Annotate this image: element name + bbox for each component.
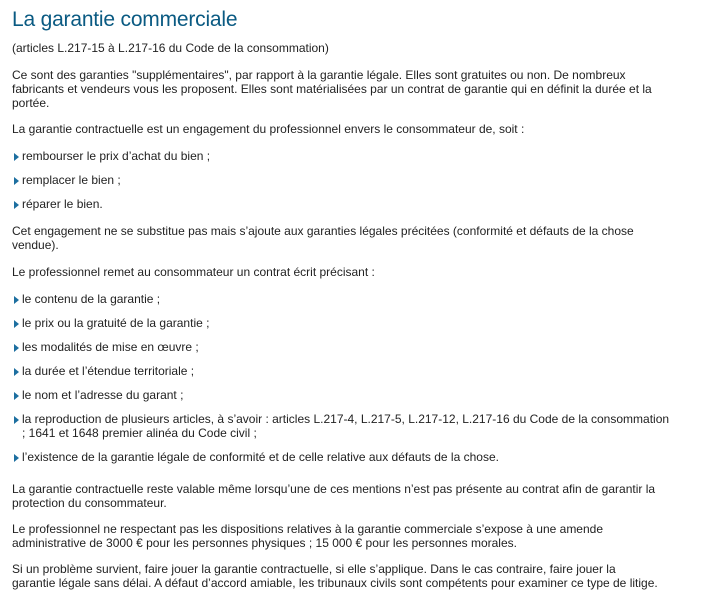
triangle-bullet-icon	[14, 454, 19, 462]
list-item: réparer le bien.	[12, 197, 672, 211]
triangle-bullet-icon	[14, 392, 19, 400]
list-item: la durée et l’étendue territoriale ;	[12, 364, 672, 378]
contract-intro: Le professionnel remet au consommateur un contrat écrit précisant :	[12, 265, 375, 279]
validity-paragraph: La garantie contractuelle reste valable même lorsqu’une de ces mentions n’est pas présente au contrat afin de garantir la protection du consommateur.	[12, 482, 656, 510]
triangle-bullet-icon	[14, 153, 19, 161]
intro-paragraph: Ce sont des garanties "supplémentaires", par rapport à la garantie légale. Elles sont gratuites ou non. De nombreux fabricants et vendeurs vous les proposent. Elles sont matérialisées par un contrat de garantie qui en définit la durée et la portée.	[12, 68, 652, 110]
substitution-paragraph: Cet engagement ne se substitue pas mais s’ajoute aux garanties légales précitées (conformité et défauts de la chose vendue).	[12, 224, 634, 252]
triangle-bullet-icon	[14, 177, 19, 185]
contract-list	[12, 292, 672, 464]
list-item: remplacer le bien ;	[12, 173, 672, 187]
list-item: le contenu de la garantie ;	[12, 292, 672, 306]
problem-paragraph: Si un problème survient, faire jouer la garantie contractuelle, si elle s’applique. Dans le cas contraire, faire jouer la garantie légale sans délai. A défaut d’accord amiable, les tribunaux civils sont compétents pour examiner ce type de litige.	[12, 562, 658, 590]
list-item: l’existence de la garantie légale de conformité et de celle relative aux défauts de la chose.	[12, 450, 672, 464]
subtitle: (articles L.217-15 à L.217-16 du Code de la consommation)	[12, 41, 329, 55]
list-item: la reproduction de plusieurs articles, à s’avoir : articles L.217-4, L.217-5, L.217-12, L.217-16 du Code de la consommation ; 1641 et 1648 premier alinéa du Code civil ;	[12, 412, 672, 440]
page-title: La garantie commerciale	[12, 8, 238, 31]
list-item: rembourser le prix d’achat du bien ;	[12, 149, 672, 163]
triangle-bullet-icon	[14, 344, 19, 352]
list-item: le prix ou la gratuité de la garantie ;	[12, 316, 672, 330]
triangle-bullet-icon	[14, 201, 19, 209]
triangle-bullet-icon	[14, 320, 19, 328]
list-item: les modalités de mise en œuvre ;	[12, 340, 672, 354]
triangle-bullet-icon	[14, 296, 19, 304]
engagement-intro: La garantie contractuelle est un engagement du professionnel envers le consommateur de, soit :	[12, 122, 525, 136]
penalty-paragraph: Le professionnel ne respectant pas les dispositions relatives à la garantie commerciale s’expose à une amende administrative de 3000 € pour les personnes physiques ; 15 000 € pour les personnes morales.	[12, 522, 604, 550]
triangle-bullet-icon	[14, 368, 19, 376]
engagement-list	[12, 149, 672, 211]
triangle-bullet-icon	[14, 416, 19, 424]
list-item: le nom et l’adresse du garant ;	[12, 388, 672, 402]
